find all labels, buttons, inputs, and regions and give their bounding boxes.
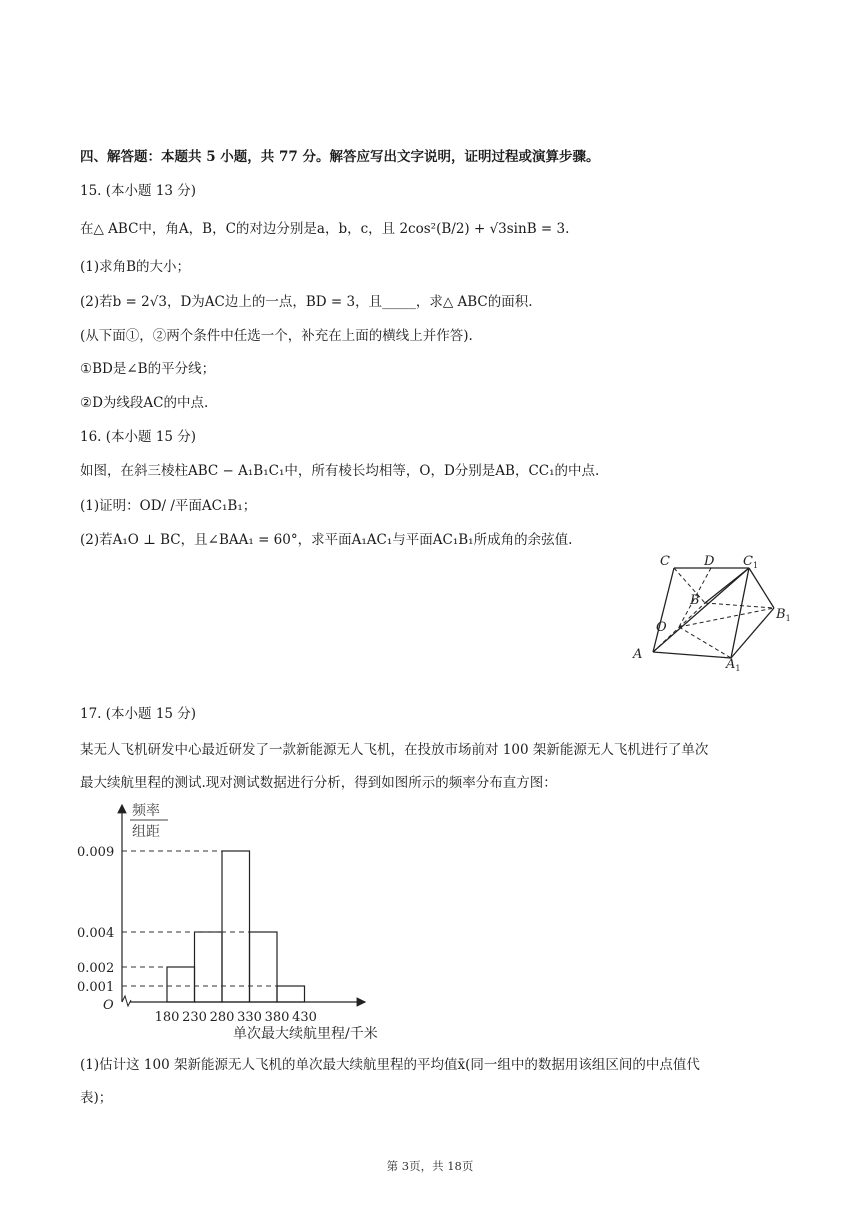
q15-condition-1: ①BD是∠B的平分线； xyxy=(80,361,216,377)
edge-c1b1 xyxy=(749,568,774,608)
q16-part1: (1)证明：OD/ /平面AC₁B₁； xyxy=(80,498,257,514)
y-label-denominator: 组距 xyxy=(132,824,160,840)
q15-part1: (1)求角B的大小； xyxy=(80,259,191,275)
label-c: C xyxy=(660,554,670,569)
label-b1: $B_1$ xyxy=(776,607,791,623)
y-tick-label: 0.009 xyxy=(77,845,115,860)
y-tick-label: 0.002 xyxy=(77,961,115,976)
q15-title: 15. (本小题 13 分) xyxy=(80,183,197,199)
histogram-bar xyxy=(195,932,223,1002)
x-tick-label: 230 xyxy=(182,1010,207,1025)
q15-part2: (2)若b = 2√3，D为AC边上的一点，BD = 3，且_____，求△ ABC的面积. xyxy=(80,294,533,310)
q16-title: 16. (本小题 15 分) xyxy=(80,429,197,445)
x-axis-label: 单次最大续航里程/千米 xyxy=(233,1026,378,1042)
q16-stem: 如图，在斜三棱柱ABC − A₁B₁C₁中，所有棱长均相等，O，D分别是AB，CC₁的中点. xyxy=(80,463,600,479)
q17-stem-line1: 某无人飞机研发中心最近研发了一款新能源无人飞机，在投放市场前对 100 架新能源无人飞机进行了单次 xyxy=(80,742,709,758)
x-tick-label: 380 xyxy=(264,1010,290,1025)
label-a: A xyxy=(633,647,643,662)
histogram-bar xyxy=(222,851,250,1002)
axis-break xyxy=(122,996,131,1006)
q17-part1-line2: 表)； xyxy=(80,1090,113,1106)
section-heading: 四、解答题：本题共 5 小题，共 77 分。解答应写出文字说明，证明过程或演算步骤。 xyxy=(80,149,600,165)
label-o: O xyxy=(656,620,667,635)
x-tick-label: 280 xyxy=(209,1010,235,1025)
prism-figure xyxy=(628,548,798,673)
page-footer: 第 3页，共 18页 xyxy=(386,1159,474,1173)
q16-part2: (2)若A₁O ⊥ BC，且∠BAA₁ = 60°，求平面A₁AC₁与平面AC₁B₁所成角的余弦值. xyxy=(80,532,573,548)
q17-title: 17. (本小题 15 分) xyxy=(80,706,197,722)
q15-stem: 在△ ABC中，角A，B，C的对边分别是a，b，c，且 2cos²(B/2) + √3sinB = 3. xyxy=(80,221,570,237)
y-label-numerator: 频率 xyxy=(132,803,160,819)
label-d: D xyxy=(704,554,715,569)
histogram-bar xyxy=(277,986,305,1002)
label-c1: $C_1$ xyxy=(743,554,759,570)
q17-part1-line1: (1)估计这 100 架新能源无人飞机的单次最大续航里程的平均值x̄(同一组中的数据用该组区间的中点值代 xyxy=(80,1057,700,1073)
label-a1: $A_1$ xyxy=(726,657,741,673)
x-tick-label: 330 xyxy=(237,1010,262,1025)
q17-stem-line2: 最大续航里程的测试.现对测试数据进行分析，得到如图所示的频率分布直方图： xyxy=(80,775,557,791)
label-b: B xyxy=(690,593,700,608)
edge-ac xyxy=(653,568,674,652)
x-tick-label: 180 xyxy=(154,1010,180,1025)
segment-oa1-dashed xyxy=(679,627,731,658)
frequency-histogram xyxy=(70,795,450,1045)
edge-bb1-dashed xyxy=(705,603,774,608)
x-tick-label: 430 xyxy=(292,1010,317,1025)
histogram-bar xyxy=(250,932,278,1002)
q15-condition-2: ②D为线段AC的中点. xyxy=(80,395,209,411)
origin-label: O xyxy=(103,998,114,1013)
histogram-bar xyxy=(167,967,195,1002)
y-tick-label: 0.001 xyxy=(77,980,115,995)
y-tick-label: 0.004 xyxy=(77,926,115,941)
q15-note: (从下面①，②两个条件中任选一个，补充在上面的横线上并作答). xyxy=(80,328,473,344)
edge-aa1 xyxy=(653,652,731,658)
